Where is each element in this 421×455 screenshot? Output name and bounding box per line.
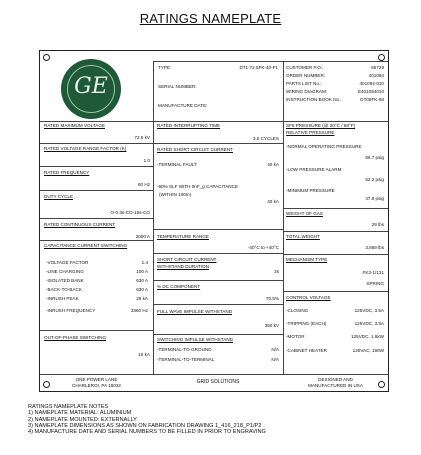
control-row-label: -TRIPPING (EACH)	[286, 321, 327, 326]
mfg-date-label: MANUFACTURE DATE:	[158, 103, 208, 108]
notes-heading: RATINGS NAMEPLATE NOTES	[28, 404, 109, 410]
control-row-value: 125VDC, 3.5A	[354, 321, 384, 326]
order-label: ORDER NUMBER:	[286, 73, 326, 78]
interrupting-time-label: RATED INTERRUPTING TIME	[157, 123, 221, 128]
cap-row-label: -LINE CHARGING	[46, 269, 84, 274]
page-title: RATINGS NAMEPLATE	[139, 11, 282, 26]
control-row-value: 120VAC, 190W	[352, 348, 384, 353]
cap-row-value: 1.4	[141, 260, 148, 265]
continuous-current-label: RATED CONTINUOUS CURRENT	[44, 222, 116, 227]
address-line1: ONE POWER LANE	[75, 377, 118, 382]
switching-impulse-label: SWITCHING IMPULSE WITHSTAND	[157, 337, 233, 342]
cap-row-value: 25 kA	[136, 296, 148, 301]
note-item: 1) NAMEPLATE MATERIAL: ALUMINIUM	[28, 410, 132, 417]
max-voltage-value: 72.5 kV	[134, 135, 150, 140]
instruction-label: INSTRUCTION BOOK No.:	[286, 97, 342, 102]
out-of-phase-label: OUT-OF-PHASE SWITCHING	[44, 335, 107, 340]
customer-label: CUSTOMER P.O.:	[286, 65, 324, 70]
wiring-value: E401094010	[357, 89, 384, 94]
mechanism-type-value: SPRING	[366, 281, 384, 286]
gas-weight-value: 29 lbs	[371, 222, 384, 227]
note-item: 2) NAMEPLATE MOUNTED: EXTERNALLY	[28, 416, 137, 423]
wiring-label: WIRING DIAGRAM:	[286, 89, 328, 94]
terminal-fault-value: 40 kA	[267, 162, 279, 167]
note-item: 4) MANUFACTURE DATE AND SERIAL NUMBERS TO BE FILLED IN PRIOR TO ENGRAVING	[28, 429, 266, 436]
out-of-phase-value: 10 kA	[138, 352, 150, 357]
short-circuit-label: RATED SHORT CIRCUIT CURRENT	[157, 147, 233, 152]
switching-row-label: -TERMINAL-TO-TERMINAL	[157, 357, 215, 362]
interrupting-time-value: 3.0 CYCLES	[252, 136, 279, 141]
full-wave-label: FULL WAVE IMPULSE WITHSTAND	[157, 309, 233, 314]
frequency-value: 60 Hz	[137, 182, 150, 187]
corner-hole-icon	[43, 54, 50, 61]
dc-component-label: % DC COMPONENT	[157, 284, 201, 289]
sf6-row-value: 66.7 psig	[365, 155, 384, 160]
sf6-row-value: 47.9 psig	[365, 196, 384, 201]
slf-label: -90% SLF WITH 0nF_g CAPACITANCE	[157, 184, 239, 189]
cap-switching-label: CAPACITANCE CURRENT SWITCHING	[44, 243, 128, 248]
switching-row-value: N/A	[271, 347, 279, 352]
cap-row-label: -INRUSH PEAK	[46, 296, 79, 301]
control-row-label: -CABINET HEATER	[286, 348, 327, 353]
company-name: GRID SOLUTIONS	[196, 379, 240, 385]
parts-label: PARTS LIST No.:	[286, 81, 322, 86]
withstand-duration-label: SHORT CIRCUIT CURRENT	[157, 257, 217, 262]
instruction-value: DT09FK-IM	[360, 97, 384, 102]
customer-value: 65729	[371, 65, 384, 70]
parts-value: 401094-010	[359, 81, 384, 86]
duty-cycle-value: O-0.3s-CO-15s-CO	[110, 210, 150, 215]
full-wave-value: 350 kV	[264, 323, 279, 328]
control-row-label: -CLOSING	[286, 308, 309, 313]
control-row-value: 125VDC, 3.5A	[354, 308, 384, 313]
slf-value: 40 kA	[267, 199, 279, 204]
sf6-row-value: 52.2 psig	[365, 177, 384, 182]
type-value: DT1-72.5FK-40-F1	[239, 65, 278, 70]
mechanism-label: MECHANISM TYPE	[286, 257, 328, 262]
sf6-label: SF6 PRESSURE (@ 20°C / 68°F)	[286, 123, 356, 128]
cap-row-value: 3360 Hz	[130, 308, 148, 313]
switching-row-value: N/A	[271, 357, 279, 362]
range-factor-label: RATED VOLTAGE RANGE FACTOR (K)	[44, 146, 127, 151]
address-line2: CHARLEROI, PA 15022	[72, 383, 121, 388]
dc-component-value: 70.5%	[265, 296, 279, 301]
frequency-label: RATED FREQUENCY	[44, 170, 90, 175]
total-weight-label: TOTAL WEIGHT	[286, 234, 320, 239]
ge-logo: GE	[61, 59, 121, 119]
duty-cycle-label: DUTY CYCLE	[44, 194, 74, 199]
cap-row-label: -ISOLATED BANK	[46, 278, 84, 283]
control-voltage-label: CONTROL VOLTAGE	[286, 295, 331, 300]
temperature-value: -40°C to +40°C	[247, 245, 279, 250]
nameplate-notes	[28, 404, 266, 435]
nameplate	[39, 50, 389, 392]
switching-row-label: -TERMINAL-TO-GROUND	[157, 347, 212, 352]
cap-row-value: 630 A	[136, 287, 148, 292]
cap-row-value: 100 A	[136, 269, 148, 274]
control-row-label: -MOTOR	[286, 334, 305, 339]
mechanism-value: FK3-1/131	[362, 270, 384, 275]
cap-row-value: 630 A	[136, 278, 148, 283]
order-value: 401094	[368, 73, 384, 78]
terminal-fault-label: -TERMINAL FAULT	[157, 162, 197, 167]
slf-sublabel: (WITHIN 100m)	[159, 192, 192, 197]
sf6-row-label: -MINIMUM PRESSURE	[286, 188, 335, 193]
withstand-duration-sublabel: WITHSTAND DURATION	[157, 264, 209, 269]
sf6-row-label: -NORMAL OPERATING PRESSURE	[286, 144, 362, 149]
cap-row-label: -BACK-TO-BACK	[46, 287, 82, 292]
cap-row-label: -INRUSH FREQUENCY	[46, 308, 96, 313]
gas-weight-label: WEIGHT OF GAS	[286, 211, 323, 216]
temperature-label: TEMPERATURE RANGE	[157, 234, 209, 239]
designed-line2: MANUFACTURED IN USA	[308, 383, 363, 388]
max-voltage-label: RATED MAXIMUM VOLTAGE	[44, 123, 105, 128]
total-weight-value: 3,869 lbs	[365, 245, 384, 250]
type-label: TYPE:	[158, 65, 172, 70]
serial-label: SERIAL NUMBER:	[158, 84, 197, 89]
sf6-row-label: -LOW PRESSURE ALARM	[286, 167, 342, 172]
sf6-sublabel: RELATIVE PRESSURE	[286, 130, 335, 135]
designed-line1: DESIGNED AND	[318, 377, 353, 382]
control-row-value: 125VDC, 1.6kW	[351, 334, 384, 339]
range-factor-value: 1.0	[143, 158, 150, 163]
corner-hole-icon	[378, 54, 385, 61]
withstand-duration-value: 3s	[274, 269, 279, 274]
cap-row-label: -VOLTAGE FACTOR	[46, 260, 89, 265]
continuous-current-value: 2000 A	[135, 234, 150, 239]
note-item: 3) NAMEPLATE DIMENSIONS AS SHOWN ON FABRICATION DRAWING 1_416_218_P1/P2	[28, 422, 262, 429]
